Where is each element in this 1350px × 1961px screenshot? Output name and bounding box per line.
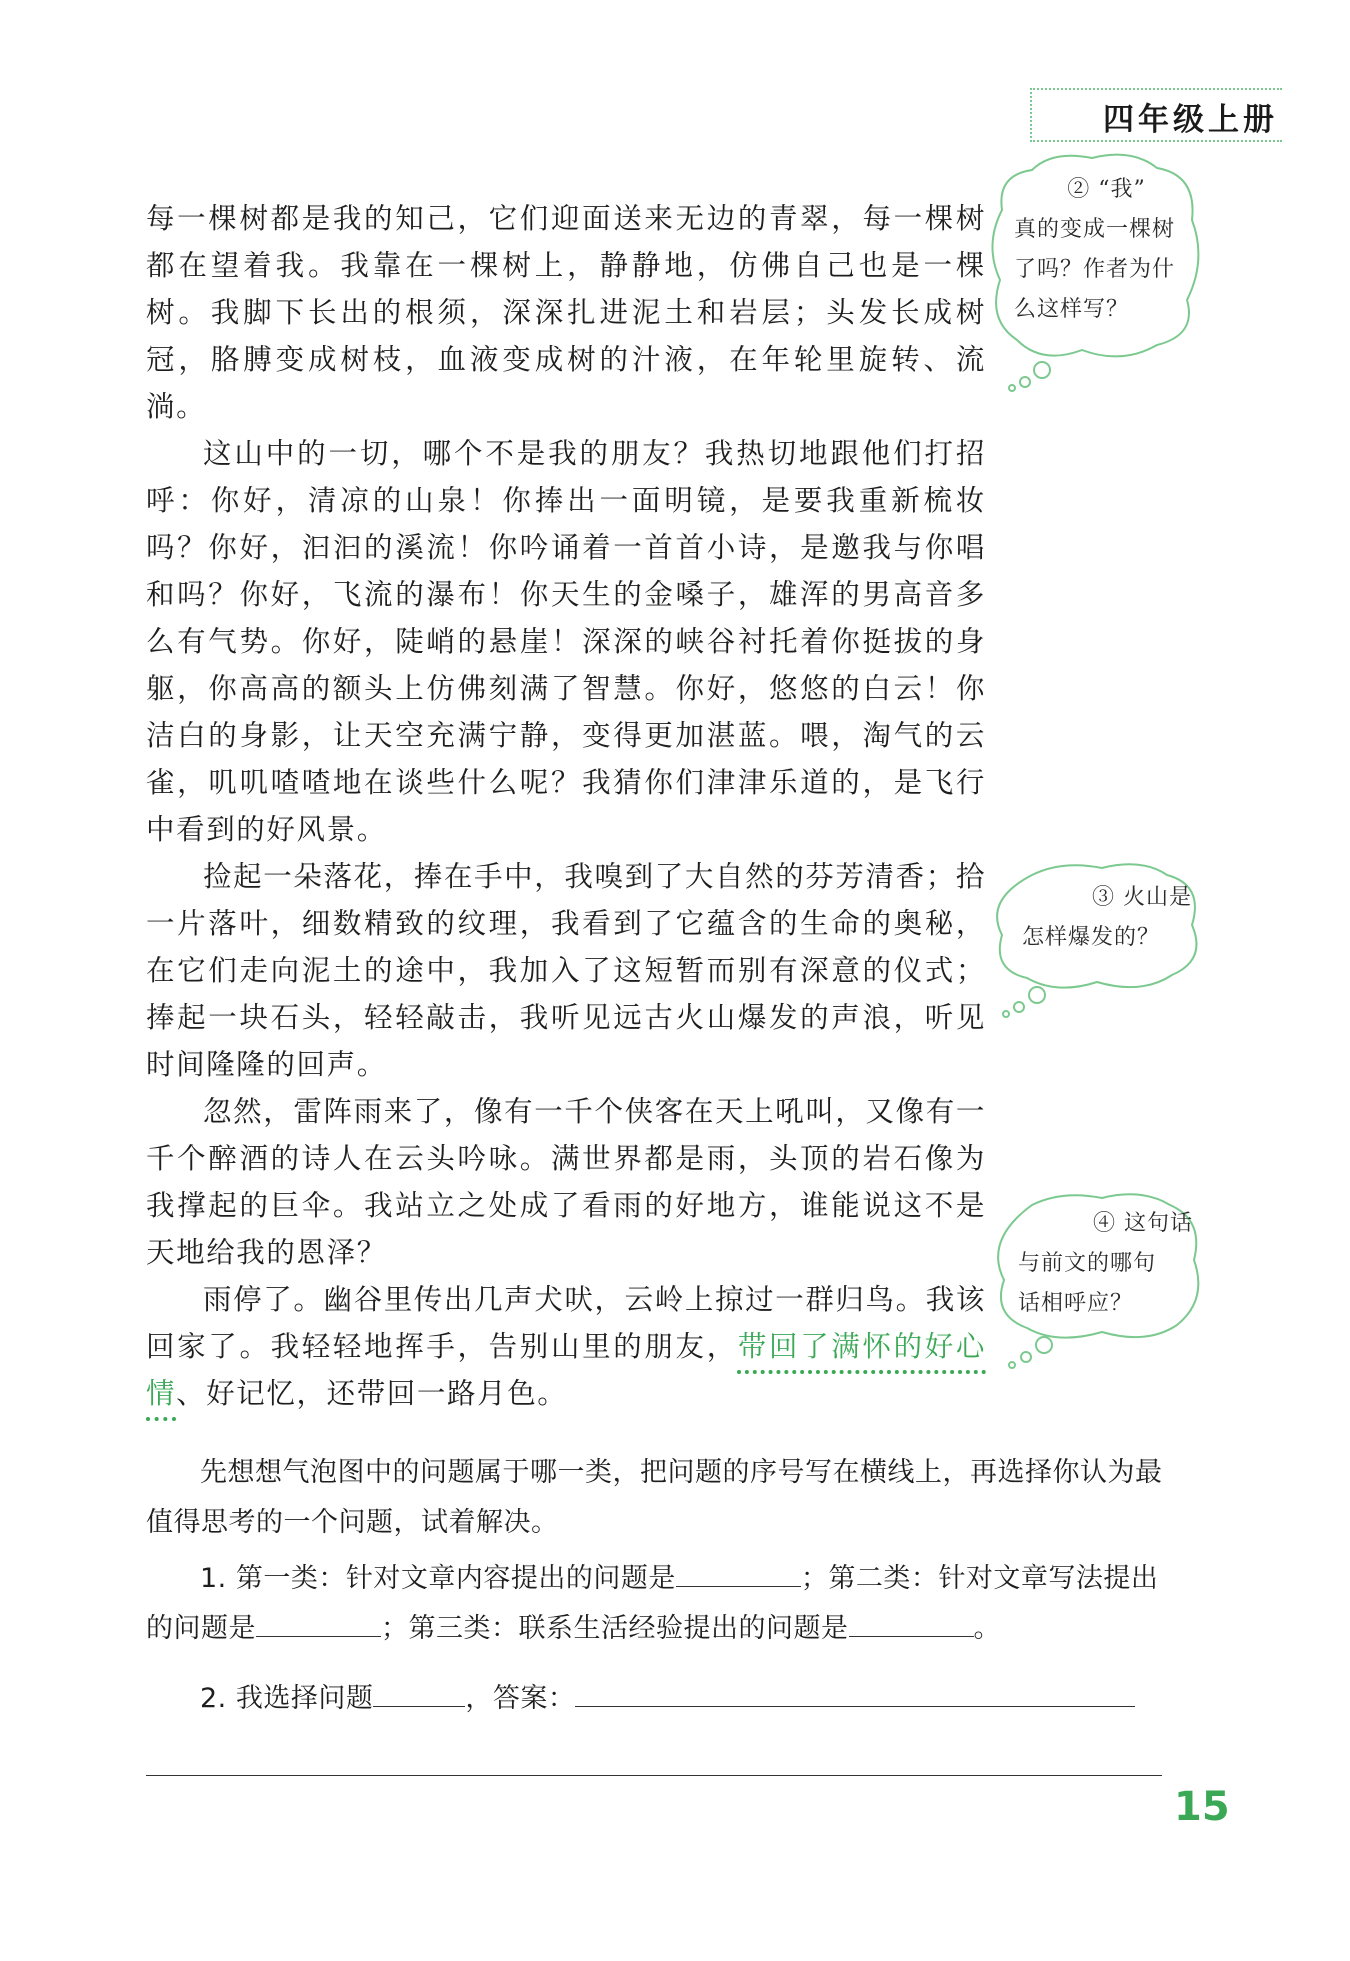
reading-passage — [146, 195, 986, 1417]
q2-choose-label: 2. 我选择问题 — [200, 1683, 374, 1714]
passage-paragraph-1: 每一棵树都是我的知己，它们迎面送来无边的青翠，每一棵树都在望着我。我靠在一棵树上，静静地，仿佛自己也是一棵树。我脚下长出的根须，深深扎进泥土和岩层；头发长成树冠，胳膊变成树枝，血液变成树的汁液，在年轮里旋转、流淌。 — [146, 202, 986, 423]
passage-p5-before: 雨停了。幽谷里传出几声犬吠，云岭上掠过一群归鸟。我该回家了。我轻轻地挥手，告别山里的朋友， — [146, 1283, 986, 1363]
question-choice-blank[interactable] — [373, 1676, 465, 1707]
answer-blank-1[interactable] — [676, 1556, 801, 1587]
q1-category-3: ；第三类：联系生活经验提出的问题是 — [381, 1613, 849, 1644]
thought-bubble-2 — [992, 150, 1202, 390]
grade-label: 四年级上册 — [1103, 102, 1278, 138]
answer-blank-2[interactable] — [256, 1606, 381, 1637]
bubble-2-line-2: 真的变成一棵树 — [1014, 217, 1176, 242]
q1-category-1: 1. 第一类：针对文章内容提出的问题是 — [200, 1563, 676, 1594]
bubble-2-line-4: 么这样写？ — [1014, 297, 1130, 322]
bubble-3-line-1: ③ 火山是 — [1092, 885, 1192, 910]
exercise-intro: 先想想气泡图中的问题属于哪一类，把问题的序号写在横线上，再选择你认为最值得思考的一个问题，试着解决。 — [146, 1457, 1163, 1538]
bubble-4-line-2: 与前文的哪句 — [1018, 1251, 1157, 1276]
bubble-3-line-2: 怎样爆发的？ — [1022, 925, 1161, 950]
bubble-2-line-1: ② “我” — [1067, 177, 1146, 202]
answer-blank-3[interactable] — [849, 1606, 974, 1637]
passage-paragraph-4: 忽然，雷阵雨来了，像有一千个侠客在天上吼叫，又像有一千个醉酒的诗人在云头吟咏。满世界都是雨，头顶的岩石像为我撑起的巨伞。我站立之处成了看雨的好地方，谁能说这不是天地给我的恩泽？ — [146, 1095, 986, 1269]
q1-end-mark: 。 — [973, 1613, 1001, 1644]
q1-category-2: ；第二类：针对文章写法提出的问题是 — [146, 1563, 1159, 1644]
exercise-question-2 — [146, 1674, 1166, 1724]
page-number: 15 — [1174, 1784, 1230, 1830]
grade-header — [1030, 88, 1282, 142]
emphasized-phrase: 带回了满怀的好心情 — [146, 1330, 986, 1410]
thought-bubble-3 — [992, 860, 1202, 1020]
exercise-question-1 — [146, 1554, 1166, 1654]
passage-paragraph-2: 这山中的一切，哪个不是我的朋友？我热切地跟他们打招呼：你好，清凉的山泉！你捧出一面明镜，是要我重新梳妆吗？你好，汩汩的溪流！你吟诵着一首首小诗，是邀我与你唱和吗？你好，飞流的瀑布！你天生的金嗓子，雄浑的男高音多么有气势。你好，陡峭的悬崖！深深的峡谷衬托着你挺拔的身躯，你高高的额头上仿佛刻满了智慧。你好，悠悠的白云！你洁白的身影，让天空充满宁静，变得更加湛蓝。喂，淘气的云雀，叽叽喳喳地在谈些什么呢？我猜你们津津乐道的，是飞行中看到的好风景。 — [146, 437, 986, 846]
bubble-2-line-3: 了吗？作者为什 — [1014, 257, 1176, 282]
passage-paragraph-3: 捡起一朵落花，捧在手中，我嗅到了大自然的芬芳清香；拾一片落叶，细数精致的纹理，我看到了它蕴含的生命的奥秘，在它们走向泥土的途中，我加入了这短暂而别有深意的仪式；捧起一块石头，轻轻敲击，我听见远古火山爆发的声浪，听见时间隆隆的回声。 — [146, 860, 986, 1081]
bubble-4-line-1: ④ 这句话 — [1093, 1211, 1193, 1236]
q2-answer-label: ，答案： — [465, 1683, 576, 1714]
thought-bubble-4 — [992, 1190, 1202, 1370]
answer-blank-main[interactable] — [575, 1676, 1135, 1707]
answer-line-extra[interactable] — [146, 1775, 1162, 1776]
bubble-4-line-3: 话相呼应？ — [1018, 1291, 1134, 1316]
passage-paragraph-5 — [146, 1276, 986, 1417]
exercise-section — [146, 1448, 1166, 1724]
passage-p5-after: 、好记忆，还带回一路月色。 — [176, 1377, 568, 1410]
